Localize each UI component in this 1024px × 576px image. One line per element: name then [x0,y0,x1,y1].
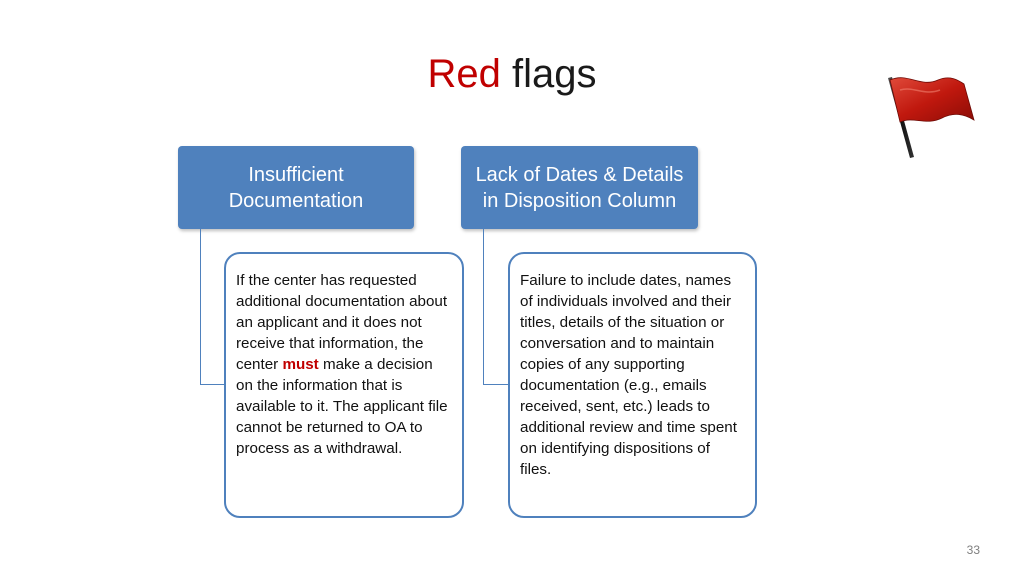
emphasis-must: must [282,356,319,373]
detail-text: If the center has requested additional documentation about an applicant and it does not receive that information, the center [236,272,448,373]
title-accent: Red [427,52,501,96]
title-rest: flags [500,52,597,96]
header-lack-of-dates [461,146,698,229]
header-label: Insufficient Documentation [228,163,364,212]
detail-box-insufficient-documentation [224,252,464,518]
detail-text: make a decision on the information that is available to it. The applicant file cannot be returned to OA to process as a withdrawal. [236,356,448,457]
slide-title [0,48,1024,100]
detail-box-lack-of-dates [508,252,757,518]
detail-text: Failure to include dates, names of individuals involved and their titles, details of the situation or conversation and to maintain copies of any supporting documentation (e.g., emails received, sent, etc.) leads to additional review and time spent on identifying dispositions of files. [520,272,737,478]
header-insufficient-documentation [178,146,414,229]
header-label: Lack of Dates & Details in Disposition Column [475,163,684,212]
connector-line [483,229,509,385]
red-flag-icon [880,66,980,166]
connector-line [200,229,225,385]
slide-number: 33 [966,543,980,557]
